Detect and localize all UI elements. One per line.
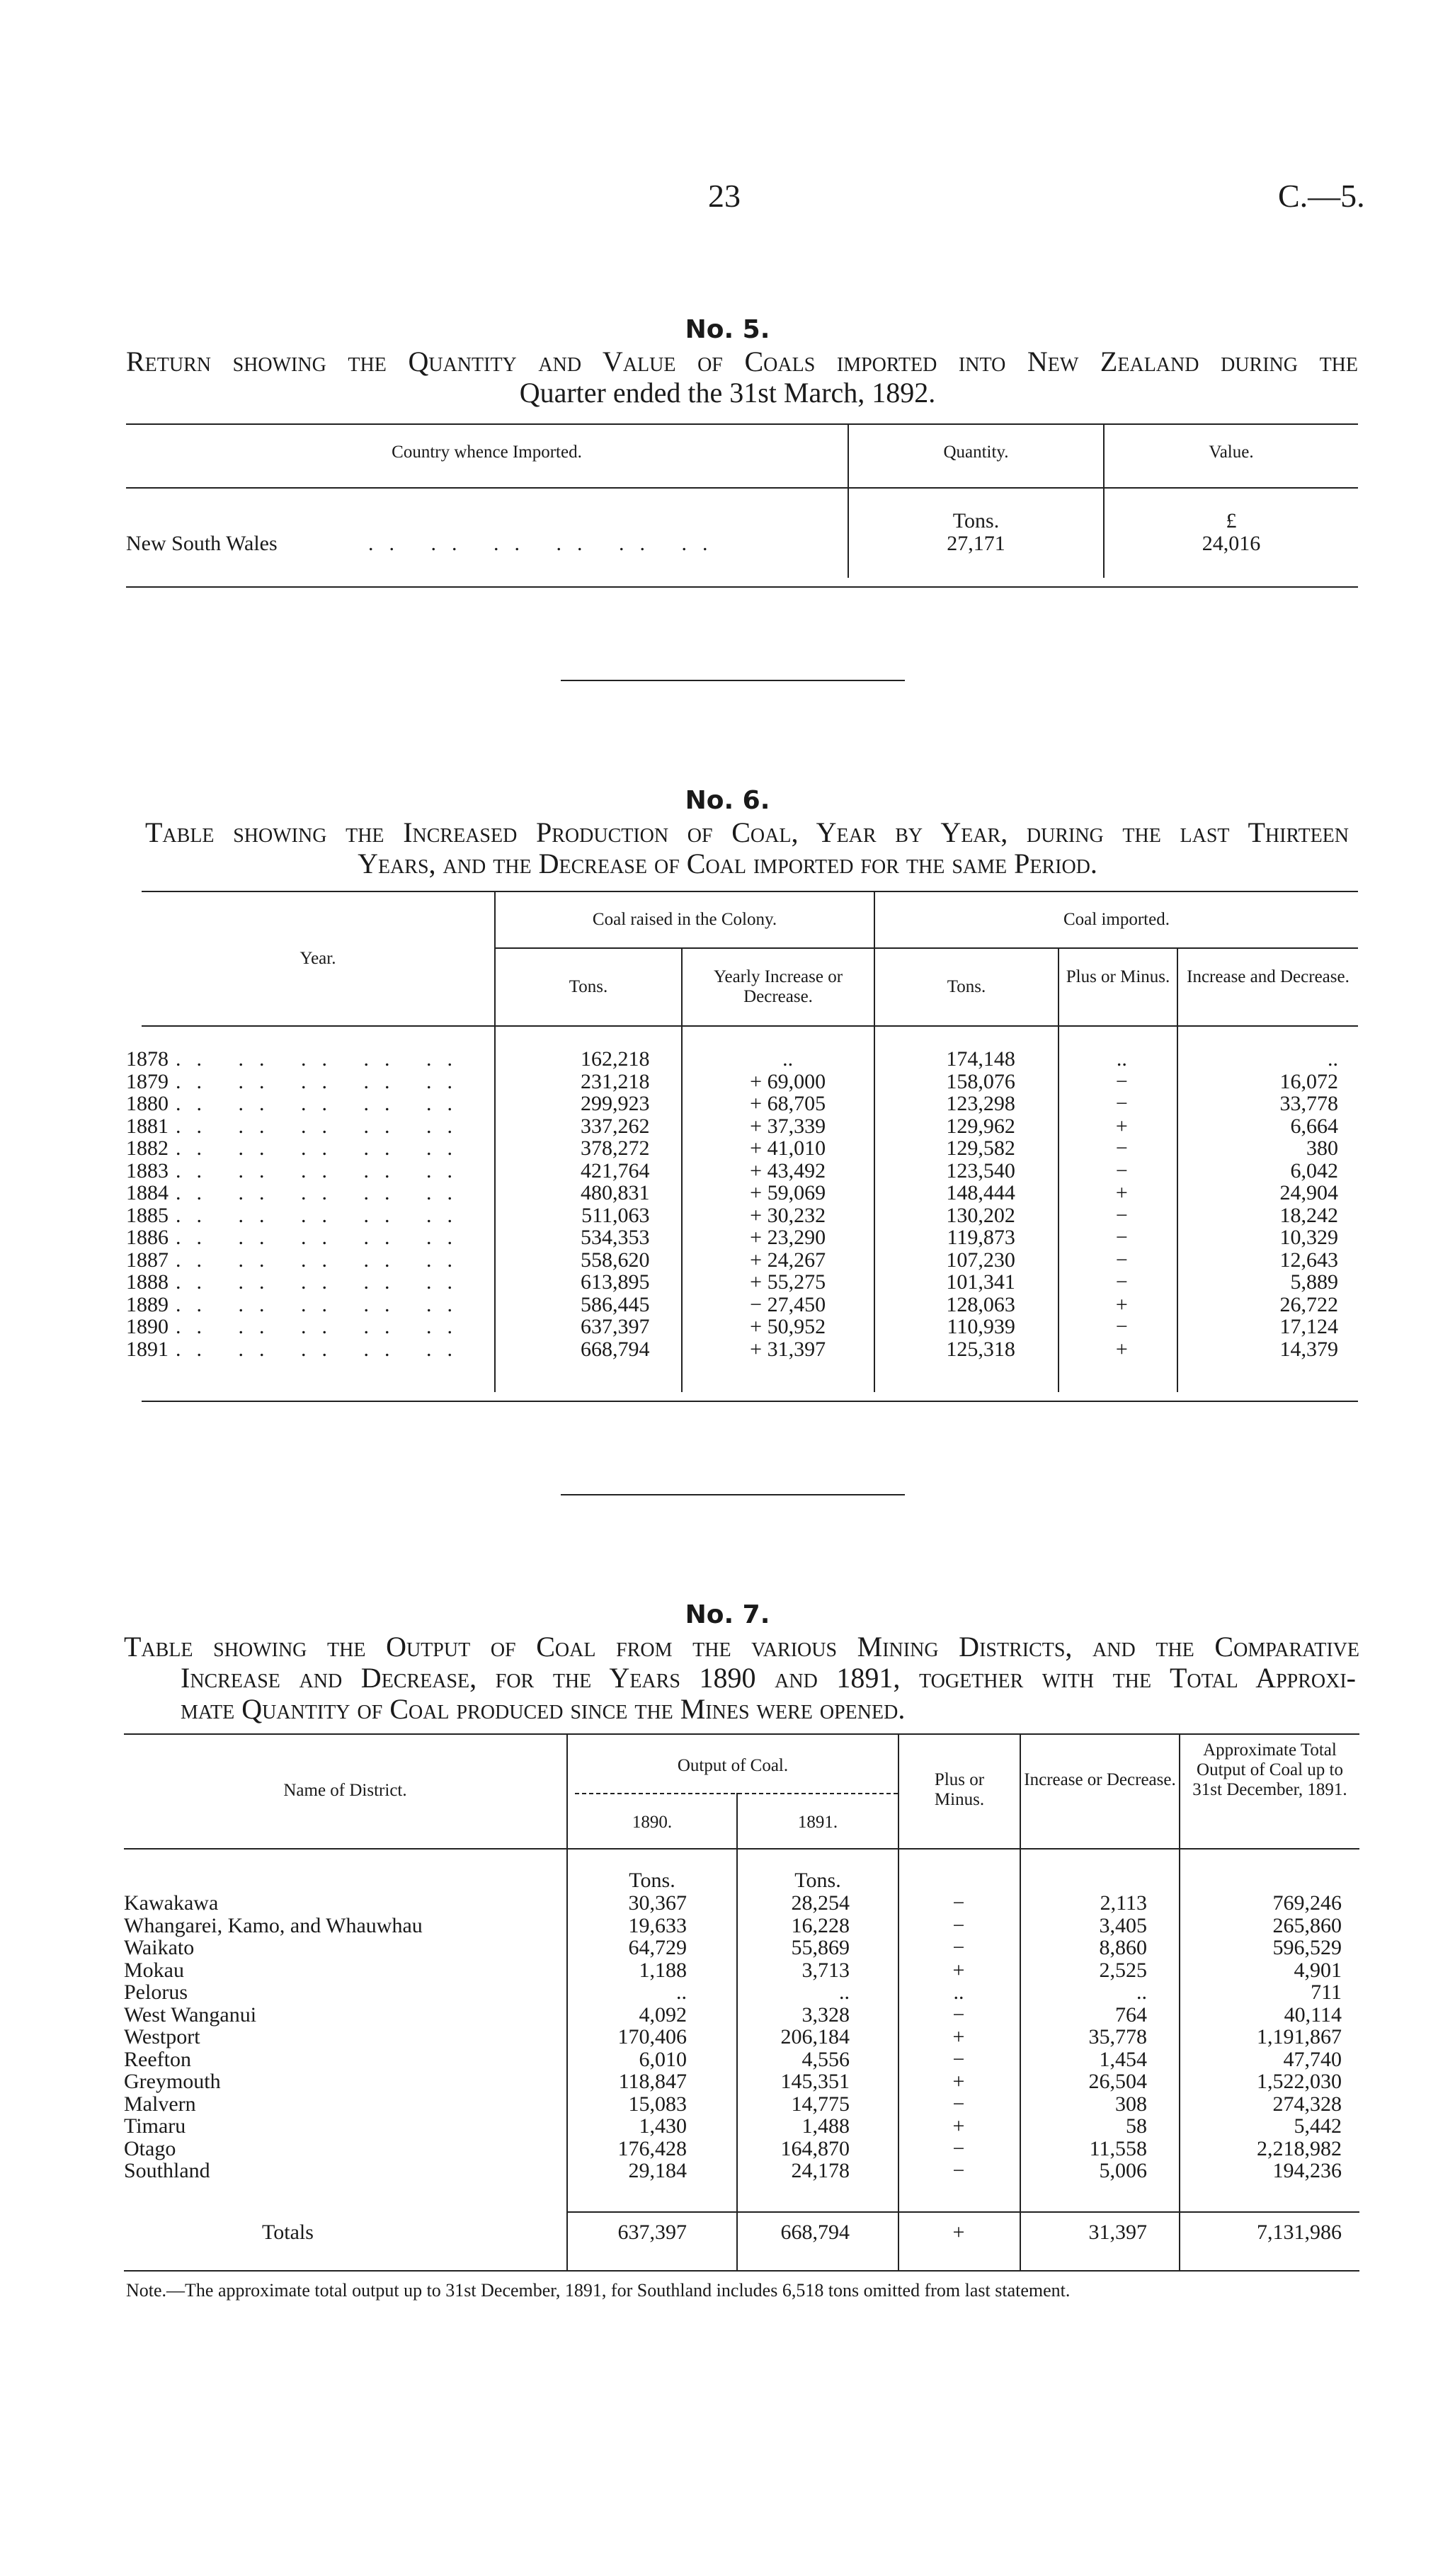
table-row bbox=[124, 1981, 1359, 2004]
table6-group-imported: Coal imported. bbox=[1063, 910, 1170, 929]
table-row bbox=[126, 1115, 1358, 1138]
table6-rows bbox=[126, 1048, 1358, 1360]
table-row bbox=[124, 2070, 1359, 2093]
table-row bbox=[124, 2138, 1359, 2160]
yearly-change: + 43,492 bbox=[750, 1158, 826, 1182]
plus-minus: + bbox=[952, 1958, 965, 1982]
district-cell bbox=[124, 1915, 566, 1937]
table-row bbox=[124, 2160, 1359, 2182]
leader-dots: .. .. .. .. .. bbox=[176, 1047, 468, 1071]
tons-imported: 148,444 bbox=[946, 1181, 1015, 1204]
output-1890: 1,430 bbox=[639, 2114, 687, 2138]
year-cell bbox=[126, 1226, 489, 1249]
table-row bbox=[126, 1160, 1358, 1182]
increase-decrease: 1,454 bbox=[1099, 2047, 1147, 2071]
output-1890: 1,188 bbox=[639, 1958, 687, 1982]
year-cell bbox=[126, 1204, 489, 1227]
increase-decrease: 5,889 bbox=[1290, 1270, 1338, 1294]
table5-col-value: Value. bbox=[1209, 443, 1254, 462]
yearly-change: + 68,705 bbox=[750, 1092, 826, 1115]
total-output: 274,328 bbox=[1272, 2092, 1342, 2116]
increase-decrease: .. bbox=[1136, 1981, 1147, 2004]
table5-value: 24,016 bbox=[1202, 532, 1261, 555]
plus-minus: − bbox=[952, 1891, 965, 1915]
leader-dots: .. .. .. .. .. bbox=[176, 1158, 468, 1182]
output-1890: 637,397 bbox=[617, 2221, 687, 2244]
table6-col-plus-minus: Plus or Minus. bbox=[1066, 967, 1170, 986]
yearly-change: + 50,952 bbox=[750, 1315, 826, 1338]
table5-country: New South Wales bbox=[126, 532, 278, 555]
yearly-change: + 59,069 bbox=[750, 1181, 826, 1204]
increase-decrease: 11,558 bbox=[1089, 2136, 1147, 2160]
table7-body bbox=[124, 1892, 1359, 2182]
output-1891: 4,556 bbox=[801, 2047, 850, 2071]
output-1890: 4,092 bbox=[639, 2002, 687, 2027]
table7-unit-1890: Tons. bbox=[629, 1869, 675, 1892]
increase-decrease: 2,113 bbox=[1100, 1891, 1147, 1915]
year-value: 1888 bbox=[126, 1270, 169, 1294]
table5-header-rule bbox=[126, 487, 1358, 489]
tons-raised: 162,218 bbox=[581, 1047, 650, 1071]
plus-minus: .. bbox=[1116, 1047, 1127, 1071]
plus-minus: + bbox=[952, 2114, 965, 2138]
table7-bottom-rule bbox=[124, 2270, 1359, 2272]
district-name: Pelorus bbox=[124, 1981, 188, 2004]
section-divider bbox=[561, 1494, 905, 1495]
plus-minus: − bbox=[952, 2047, 965, 2071]
tons-imported: 158,076 bbox=[946, 1069, 1015, 1093]
tons-imported: 107,230 bbox=[946, 1248, 1015, 1272]
district-cell bbox=[124, 2138, 566, 2160]
total-output: 2,218,982 bbox=[1257, 2136, 1342, 2160]
year-value: 1883 bbox=[126, 1158, 169, 1182]
yearly-change: + 30,232 bbox=[750, 1203, 826, 1227]
table7-title-line3: mate Quantity of Coal produced since the Mines were opened. bbox=[181, 1693, 906, 1725]
tons-raised: 558,620 bbox=[581, 1248, 650, 1272]
total-output: 711 bbox=[1311, 1981, 1342, 2004]
year-cell bbox=[126, 1137, 489, 1160]
year-cell bbox=[126, 1316, 489, 1338]
table6-col-tons: Tons. bbox=[569, 977, 608, 996]
leader-dots: .. .. .. .. .. bbox=[176, 1069, 468, 1093]
table-row bbox=[126, 1316, 1358, 1338]
table-row bbox=[126, 1226, 1358, 1249]
district-cell bbox=[124, 2221, 566, 2244]
table-row bbox=[124, 2115, 1359, 2138]
tons-imported: 130,202 bbox=[946, 1203, 1015, 1227]
plus-minus: − bbox=[952, 2092, 965, 2116]
increase-decrease: 380 bbox=[1306, 1136, 1338, 1160]
yearly-change: + 69,000 bbox=[750, 1069, 826, 1093]
yearly-change: + 24,267 bbox=[750, 1248, 826, 1272]
output-1891: .. bbox=[839, 1981, 850, 2004]
table6-title-line2: Years, and the Decrease of Coal imported for the same Period. bbox=[358, 848, 1097, 879]
increase-decrease: 58 bbox=[1126, 2114, 1147, 2138]
table5-title-line1: Return showing the Quantity and Value of Coals imported into New Zealand during the bbox=[126, 346, 1358, 377]
plus-minus: − bbox=[1115, 1270, 1128, 1294]
increase-decrease: 33,778 bbox=[1279, 1092, 1338, 1115]
output-1891: 206,184 bbox=[780, 2025, 850, 2048]
year-cell bbox=[126, 1160, 489, 1182]
table7-number: No. 7. bbox=[685, 1600, 770, 1629]
year-value: 1891 bbox=[126, 1337, 169, 1361]
tons-raised: 299,923 bbox=[581, 1092, 650, 1115]
increase-decrease: 14,379 bbox=[1279, 1337, 1338, 1361]
increase-decrease: 26,504 bbox=[1088, 2070, 1147, 2093]
yearly-change: − 27,450 bbox=[750, 1292, 826, 1316]
output-1890: .. bbox=[676, 1981, 687, 2004]
table7-sum-rule bbox=[566, 2211, 1359, 2213]
year-value: 1890 bbox=[126, 1315, 169, 1338]
tons-raised: 337,262 bbox=[581, 1114, 650, 1138]
increase-decrease: 5,006 bbox=[1099, 2159, 1147, 2182]
table6-header-rule bbox=[142, 1025, 1358, 1027]
output-1890: 176,428 bbox=[617, 2136, 687, 2160]
tons-raised: 231,218 bbox=[581, 1069, 650, 1093]
district-name: Greymouth bbox=[124, 2070, 221, 2093]
table7-col-district: Name of District. bbox=[283, 1781, 407, 1800]
plus-minus: − bbox=[1115, 1248, 1128, 1272]
table-row bbox=[124, 1937, 1359, 1959]
table-row bbox=[126, 1182, 1358, 1204]
output-1891: 28,254 bbox=[791, 1891, 850, 1915]
district-name: Waikato bbox=[124, 1936, 195, 1959]
increase-decrease: 10,329 bbox=[1279, 1226, 1338, 1249]
total-output: 769,246 bbox=[1272, 1891, 1342, 1915]
increase-decrease: 2,525 bbox=[1099, 1958, 1147, 1982]
table6-group-raised: Coal raised in the Colony. bbox=[592, 910, 777, 929]
table6-col-year: Year. bbox=[299, 949, 336, 968]
table6-title-line1: Table showing the Increased Production of Coal, Year by Year, during the last Thirteen bbox=[145, 816, 1349, 848]
leader-dots: .. .. .. .. .. bbox=[176, 1092, 468, 1115]
year-cell bbox=[126, 1249, 489, 1272]
leader-dots: .. .. .. .. .. bbox=[176, 1337, 468, 1361]
increase-decrease: 24,904 bbox=[1279, 1181, 1338, 1204]
table7-col-plus-minus: Plus or Minus. bbox=[934, 1770, 985, 1809]
table-row bbox=[126, 1137, 1358, 1160]
table5-quantity: 27,171 bbox=[947, 532, 1005, 555]
page-number: 23 bbox=[708, 178, 741, 214]
year-value: 1885 bbox=[126, 1203, 169, 1227]
leader-dots: .. .. .. .. .. bbox=[176, 1114, 468, 1138]
district-cell bbox=[124, 1981, 566, 2004]
table-row bbox=[124, 2048, 1359, 2071]
increase-decrease: 16,072 bbox=[1279, 1069, 1338, 1093]
year-value: 1889 bbox=[126, 1292, 169, 1316]
tons-imported: 174,148 bbox=[946, 1047, 1015, 1071]
district-name: Reefton bbox=[124, 2047, 191, 2071]
table-row bbox=[124, 2026, 1359, 2048]
table7-group-output: Output of Coal. bbox=[677, 1756, 789, 1775]
year-cell bbox=[126, 1048, 489, 1071]
yearly-change: + 41,010 bbox=[750, 1136, 826, 1160]
year-value: 1887 bbox=[126, 1248, 169, 1272]
increase-decrease: .. bbox=[1328, 1047, 1338, 1071]
output-1891: 145,351 bbox=[780, 2070, 850, 2093]
leader-dots: .. .. .. .. .. .. bbox=[368, 532, 724, 555]
table6-number: No. 6. bbox=[685, 786, 770, 815]
leader-dots: .. .. .. .. .. bbox=[176, 1136, 468, 1160]
table7-header-rule bbox=[124, 1848, 1359, 1850]
table-row bbox=[124, 2093, 1359, 2116]
table-row bbox=[124, 2004, 1359, 2027]
leader-dots: .. .. .. .. .. bbox=[176, 1315, 468, 1338]
year-value: 1879 bbox=[126, 1069, 169, 1093]
tons-raised: 613,895 bbox=[581, 1270, 650, 1294]
plus-minus: − bbox=[952, 2136, 965, 2160]
tons-raised: 378,272 bbox=[581, 1136, 650, 1160]
total-output: 7,131,986 bbox=[1257, 2221, 1342, 2244]
leader-dots: .. .. .. .. .. bbox=[176, 1226, 468, 1249]
table-row bbox=[124, 1959, 1359, 1982]
table6-group-rule bbox=[496, 947, 1358, 949]
increase-decrease: 35,778 bbox=[1088, 2025, 1147, 2048]
table5-title-line2: Quarter ended the 31st March, 1892. bbox=[519, 377, 936, 409]
district-name: Timaru bbox=[124, 2114, 186, 2138]
table7-title-line2: Increase and Decrease, for the Years 1890 and 1891, together with the Total Approxi- bbox=[181, 1662, 1356, 1694]
total-output: 596,529 bbox=[1272, 1936, 1342, 1959]
increase-decrease: 6,664 bbox=[1290, 1114, 1338, 1138]
table-row bbox=[126, 1048, 1358, 1071]
district-cell bbox=[124, 2093, 566, 2116]
district-name: Southland bbox=[124, 2159, 210, 2182]
year-cell bbox=[126, 1271, 489, 1294]
year-value: 1880 bbox=[126, 1092, 169, 1115]
table7-note: Note.—The approximate total output up to 31st December, 1891, for Southland includes 6,518 tons omitted from last statement. bbox=[126, 2280, 1071, 2301]
yearly-change: + 37,339 bbox=[750, 1114, 826, 1138]
output-1891: 14,775 bbox=[791, 2092, 850, 2116]
year-cell bbox=[126, 1182, 489, 1204]
increase-decrease: 764 bbox=[1115, 2002, 1147, 2027]
plus-minus: − bbox=[1115, 1226, 1128, 1249]
table-row-totals bbox=[124, 2221, 1359, 2244]
output-1890: 118,847 bbox=[618, 2070, 687, 2093]
increase-decrease: 31,397 bbox=[1088, 2221, 1147, 2244]
tons-raised: 637,397 bbox=[581, 1315, 650, 1338]
output-1891: 24,178 bbox=[791, 2159, 850, 2182]
tons-imported: 123,298 bbox=[946, 1092, 1015, 1115]
output-1890: 64,729 bbox=[628, 1936, 687, 1959]
table7-rows bbox=[124, 1892, 1359, 2182]
leader-dots: .. .. .. .. .. bbox=[176, 1203, 468, 1227]
table5-top-rule bbox=[126, 423, 1358, 425]
table5-unit-value: £ bbox=[1226, 509, 1237, 532]
table7-top-rule bbox=[124, 1733, 1359, 1735]
section-divider bbox=[561, 680, 905, 681]
district-cell bbox=[124, 2026, 566, 2048]
output-1890: 170,406 bbox=[617, 2025, 687, 2048]
leader-dots: .. .. .. .. .. bbox=[176, 1292, 468, 1316]
table6-col-tons-imported: Tons. bbox=[947, 977, 986, 996]
year-cell bbox=[126, 1115, 489, 1138]
increase-decrease: 17,124 bbox=[1279, 1315, 1338, 1338]
output-1891: 1,488 bbox=[801, 2114, 850, 2138]
year-cell bbox=[126, 1093, 489, 1115]
output-1890: 6,010 bbox=[639, 2047, 687, 2071]
plus-minus: .. bbox=[953, 1981, 964, 2004]
tons-raised: 480,831 bbox=[581, 1181, 650, 1204]
district-cell bbox=[124, 2048, 566, 2071]
table-row bbox=[126, 1249, 1358, 1272]
table5-bottom-rule bbox=[126, 586, 1358, 588]
table7-col-total: Approximate Total Output of Coal up to 31st December, 1891. bbox=[1192, 1740, 1347, 1799]
tons-imported: 128,063 bbox=[946, 1292, 1015, 1316]
district-name: Mokau bbox=[124, 1958, 184, 1982]
yearly-change: + 23,290 bbox=[750, 1226, 826, 1249]
output-1891: 668,794 bbox=[780, 2221, 850, 2244]
district-name: Whangarei, Kamo, and Whauwhau bbox=[124, 1913, 423, 1937]
table7-title-line1: Table showing the Output of Coal from the various Mining Districts, and the Comparative bbox=[124, 1631, 1359, 1663]
plus-minus: − bbox=[1115, 1092, 1128, 1115]
table5-number: No. 5. bbox=[685, 315, 770, 344]
district-name: West Wanganui bbox=[124, 2002, 257, 2027]
year-cell bbox=[126, 1071, 489, 1093]
table6-col-increase-decrease: Increase and Decrease. bbox=[1187, 967, 1350, 986]
table6-col-yearly: Yearly Increase or Decrease. bbox=[713, 967, 843, 1006]
yearly-change: + 55,275 bbox=[750, 1270, 826, 1294]
table7-totals-row bbox=[124, 2221, 1359, 2244]
tons-raised: 668,794 bbox=[581, 1337, 650, 1361]
yearly-change: .. bbox=[782, 1047, 794, 1071]
tons-raised: 534,353 bbox=[581, 1226, 650, 1249]
plus-minus: − bbox=[1115, 1315, 1128, 1338]
plus-minus: − bbox=[952, 2002, 965, 2027]
district-name: Westport bbox=[124, 2025, 200, 2048]
output-1890: 29,184 bbox=[628, 2159, 687, 2182]
tons-raised: 421,764 bbox=[581, 1158, 650, 1182]
increase-decrease: 26,722 bbox=[1279, 1292, 1338, 1316]
output-1891: 164,870 bbox=[780, 2136, 850, 2160]
table6-top-rule bbox=[142, 891, 1358, 892]
total-output: 194,236 bbox=[1272, 2159, 1342, 2182]
tons-imported: 125,318 bbox=[946, 1337, 1015, 1361]
district-name: Kawakawa bbox=[124, 1891, 219, 1915]
tons-imported: 101,341 bbox=[946, 1270, 1015, 1294]
tons-imported: 110,939 bbox=[947, 1315, 1015, 1338]
table-row bbox=[126, 1071, 1358, 1093]
table-row bbox=[126, 1093, 1358, 1115]
table5-unit-quantity: Tons. bbox=[952, 509, 1000, 532]
total-output: 5,442 bbox=[1294, 2114, 1342, 2138]
tons-raised: 511,063 bbox=[581, 1203, 650, 1227]
table7-col-1890: 1890. bbox=[632, 1813, 673, 1832]
output-1891: 16,228 bbox=[791, 1913, 850, 1937]
year-cell bbox=[126, 1338, 489, 1361]
output-1890: 30,367 bbox=[628, 1891, 687, 1915]
total-output: 47,740 bbox=[1283, 2047, 1342, 2071]
table5-col-quantity: Quantity. bbox=[943, 443, 1009, 462]
table-row bbox=[126, 1271, 1358, 1294]
increase-decrease: 18,242 bbox=[1279, 1203, 1338, 1227]
plus-minus: − bbox=[1115, 1203, 1128, 1227]
year-value: 1882 bbox=[126, 1136, 169, 1160]
output-1891: 55,869 bbox=[791, 1936, 850, 1959]
district-name: Totals bbox=[262, 2221, 314, 2244]
plus-minus: − bbox=[952, 1913, 965, 1937]
increase-decrease: 8,860 bbox=[1099, 1936, 1147, 1959]
district-cell bbox=[124, 1892, 566, 1915]
district-cell bbox=[124, 2004, 566, 2027]
district-cell bbox=[124, 2160, 566, 2182]
year-cell bbox=[126, 1294, 489, 1316]
plus-minus: − bbox=[952, 1936, 965, 1959]
tons-imported: 119,873 bbox=[947, 1226, 1015, 1249]
table-row bbox=[126, 1338, 1358, 1361]
leader-dots: .. .. .. .. .. bbox=[176, 1181, 468, 1204]
table7-unit-1891: Tons. bbox=[794, 1869, 841, 1892]
table7-col-increase-decrease: Increase or Decrease. bbox=[1024, 1770, 1176, 1789]
district-cell bbox=[124, 2115, 566, 2138]
plus-minus: − bbox=[1115, 1069, 1128, 1093]
output-1890: 15,083 bbox=[628, 2092, 687, 2116]
total-output: 1,522,030 bbox=[1257, 2070, 1342, 2093]
tons-raised: 586,445 bbox=[581, 1292, 650, 1316]
tons-imported: 123,540 bbox=[946, 1158, 1015, 1182]
total-output: 265,860 bbox=[1272, 1913, 1342, 1937]
tons-imported: 129,962 bbox=[946, 1114, 1015, 1138]
tons-imported: 129,582 bbox=[946, 1136, 1015, 1160]
leader-dots: .. .. .. .. .. bbox=[176, 1248, 468, 1272]
year-value: 1878 bbox=[126, 1047, 169, 1071]
plus-minus: + bbox=[952, 2070, 965, 2093]
district-cell bbox=[124, 1937, 566, 1959]
table5-col-country: Country whence Imported. bbox=[392, 443, 582, 462]
plus-minus: − bbox=[1115, 1158, 1128, 1182]
plus-minus: + bbox=[1115, 1114, 1128, 1138]
output-1891: 3,713 bbox=[801, 1958, 850, 1982]
table7-col-1891: 1891. bbox=[797, 1813, 838, 1832]
plus-minus: − bbox=[952, 2159, 965, 2182]
year-value: 1884 bbox=[126, 1181, 169, 1204]
yearly-change: + 31,397 bbox=[750, 1337, 826, 1361]
table6-bottom-rule bbox=[142, 1401, 1358, 1402]
increase-decrease: 308 bbox=[1115, 2092, 1147, 2116]
table-row bbox=[124, 1915, 1359, 1937]
table7-totals bbox=[124, 2221, 1359, 2244]
increase-decrease: 12,643 bbox=[1279, 1248, 1338, 1272]
plus-minus: + bbox=[1115, 1292, 1128, 1316]
district-cell bbox=[124, 1959, 566, 1982]
leader-dots: .. .. .. .. .. bbox=[176, 1270, 468, 1294]
table6-body bbox=[126, 1048, 1358, 1360]
total-output: 4,901 bbox=[1294, 1958, 1342, 1982]
district-cell bbox=[124, 2070, 566, 2093]
total-output: 1,191,867 bbox=[1257, 2025, 1342, 2048]
table-row bbox=[126, 1294, 1358, 1316]
plus-minus: + bbox=[952, 2025, 965, 2048]
district-name: Malvern bbox=[124, 2092, 196, 2116]
table-row bbox=[126, 1204, 1358, 1227]
output-1890: 19,633 bbox=[628, 1913, 687, 1937]
year-value: 1886 bbox=[126, 1226, 169, 1249]
increase-decrease: 6,042 bbox=[1290, 1158, 1338, 1182]
output-1891: 3,328 bbox=[801, 2002, 850, 2027]
increase-decrease: 3,405 bbox=[1099, 1913, 1147, 1937]
plus-minus: + bbox=[1115, 1337, 1128, 1361]
document-reference: C.—5. bbox=[1278, 178, 1365, 214]
year-value: 1881 bbox=[126, 1114, 169, 1138]
plus-minus: + bbox=[1115, 1181, 1128, 1204]
plus-minus: − bbox=[1115, 1136, 1128, 1160]
district-name: Otago bbox=[124, 2136, 176, 2160]
table-row bbox=[124, 1892, 1359, 1915]
total-output: 40,114 bbox=[1284, 2002, 1342, 2027]
plus-minus: + bbox=[952, 2221, 965, 2244]
